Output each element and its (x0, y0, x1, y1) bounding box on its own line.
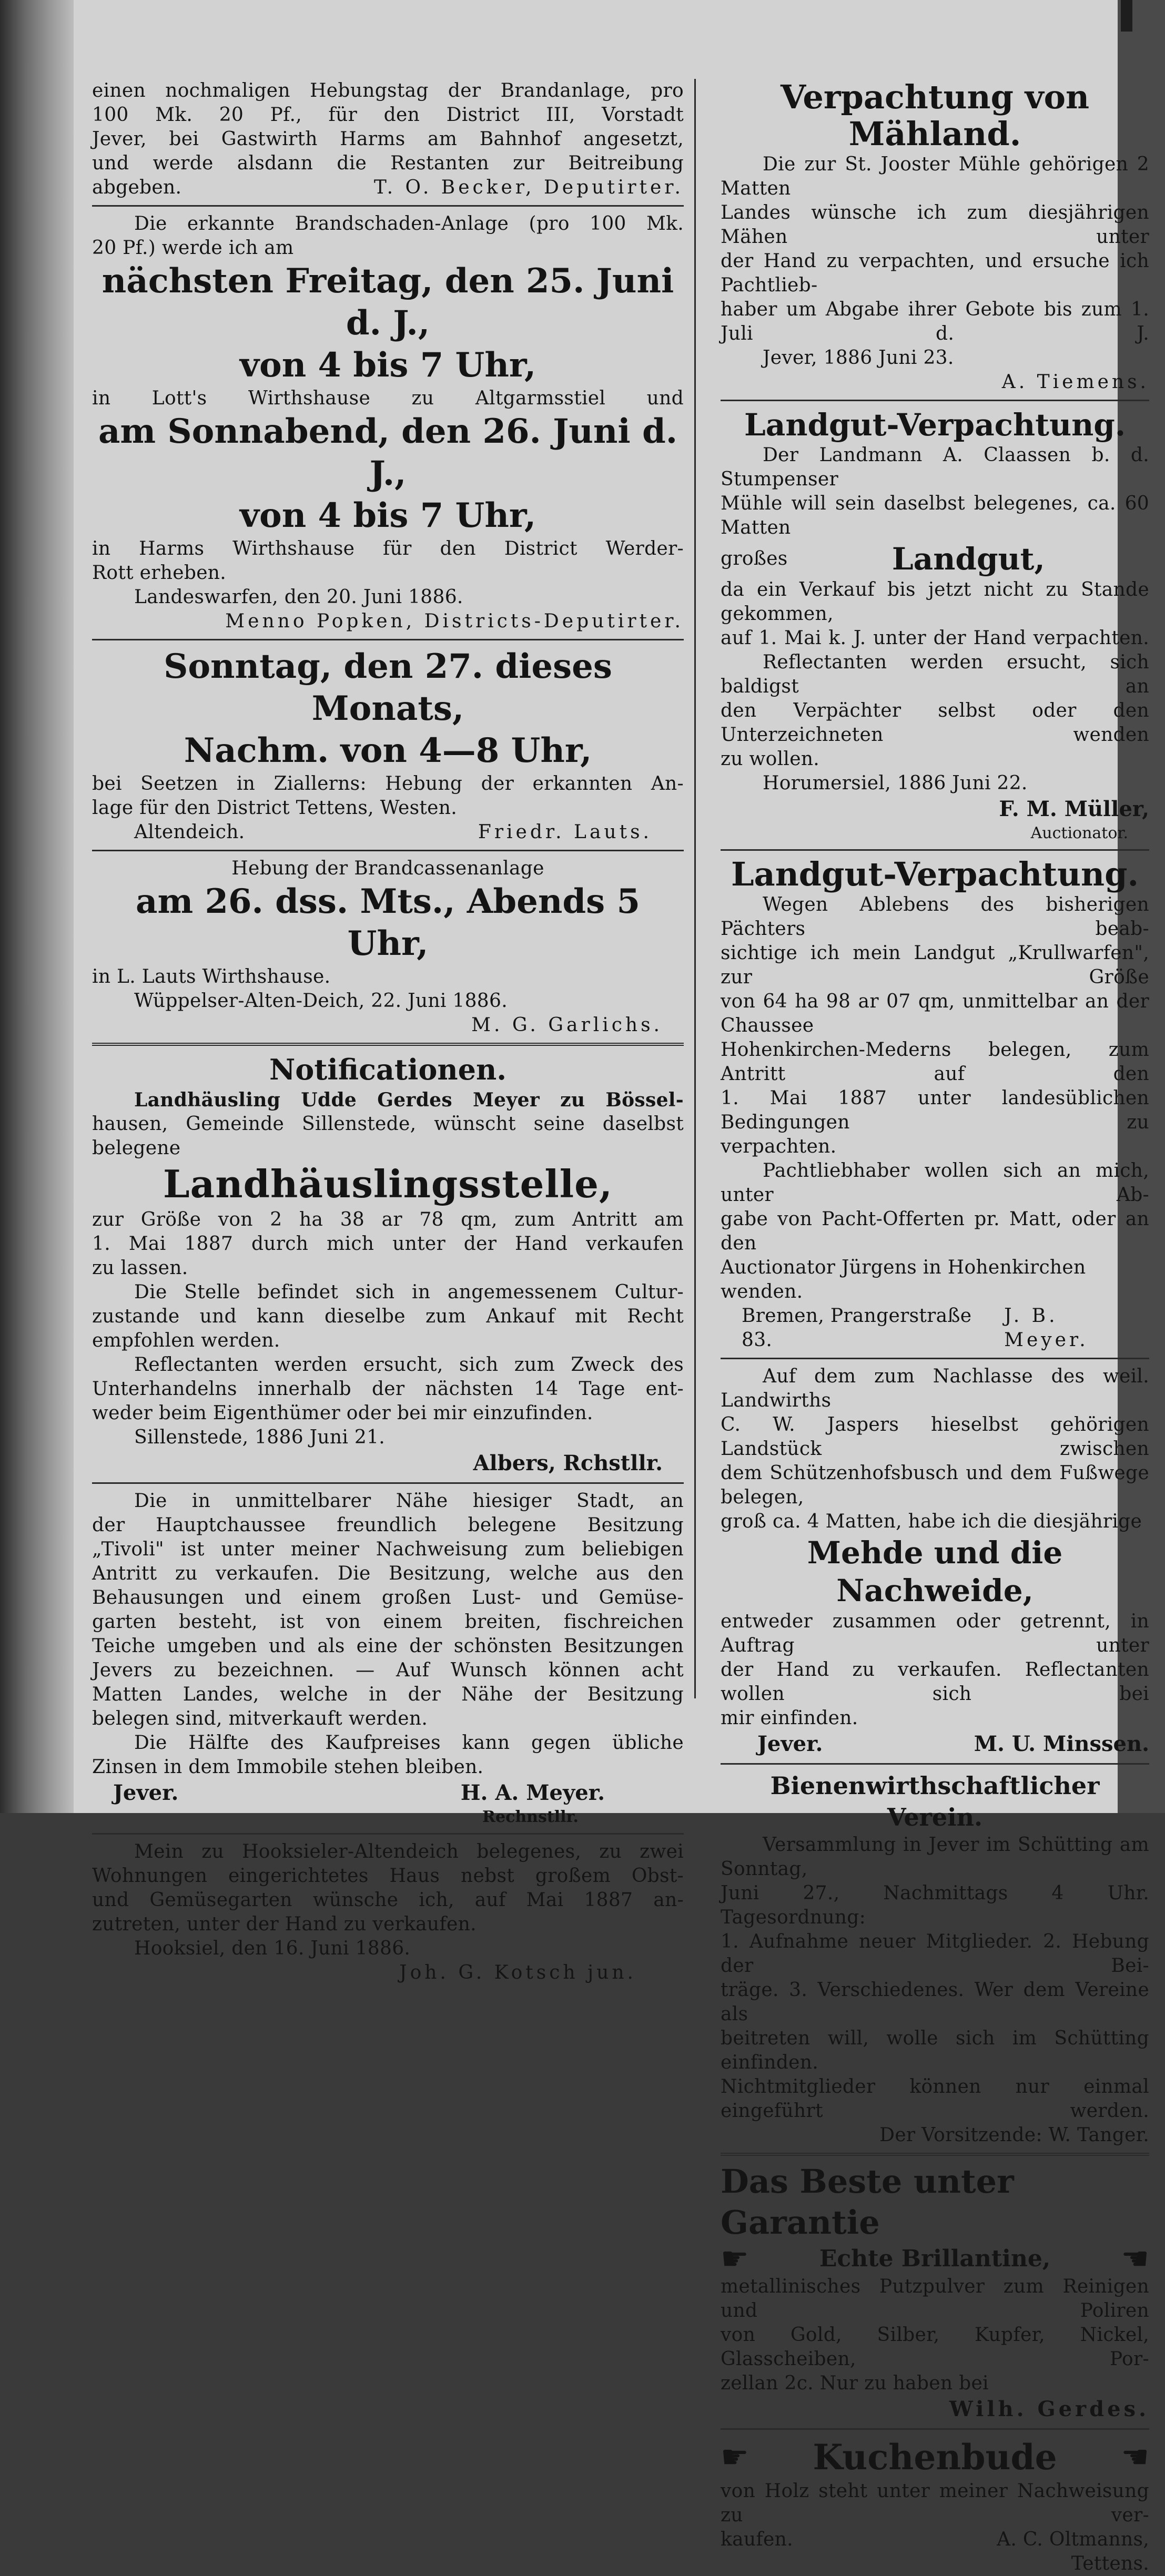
ad-hooksiel-kotsch (92, 1840, 684, 1985)
text-line: der Hauptchaussee freundlich belegene Besitzung (92, 1514, 684, 1536)
text-line: abgeben. (92, 177, 182, 198)
ad-brillantine-gerdes (721, 2161, 1149, 2423)
text-line: 1. Mai 1887 durch mich unter der Hand verkaufen (92, 1233, 684, 1255)
text-line: Landhäusling Udde Gerdes Meyer zu Bössel- (134, 1089, 684, 1111)
signature: A. Tiemens. (1001, 371, 1149, 393)
headline: Mehde und die Nachweide, (807, 1535, 1063, 1608)
text-line: in Lott's Wirthshause zu Altgarmsstiel und (92, 388, 684, 409)
text-line: und Gemüsegarten wünsche ich, auf Mai 1887 an- (92, 1889, 684, 1911)
text-line: Der Landmann A. Claassen b. d. Stumpenser (721, 444, 1149, 490)
ad-mehde-minssen (721, 1365, 1149, 1758)
ad-brandschaden-popken (92, 212, 684, 634)
dateline: Jever, 1886 Juni 23. (763, 347, 954, 369)
text-line: Pachtliebhaber wollen sich an mich, unter Ab- (721, 1160, 1149, 1206)
signature-title: Rechnstllr. (482, 1808, 579, 1826)
text-line: der Hand zu verpachten, und ersuche ich Pachtlieb- (721, 250, 1149, 296)
text-line: und werde alsdann die Restanten zur Beitreibung (92, 152, 684, 174)
signature: Wilh. Gerdes. (949, 2397, 1149, 2421)
text-line: bei Seetzen in Ziallerns: Hebung der erkannten An- (92, 773, 684, 795)
ad-krullwarfen-meyer (721, 856, 1149, 1352)
text-line: groß ca. 4 Matten, habe ich die diesjährige (721, 1511, 1142, 1532)
text-line: Unterhandelns innerhalb der nächsten 14 Tage ent- (92, 1378, 684, 1400)
divider (721, 1763, 1149, 1765)
ad-sonntag-lauts (92, 646, 684, 844)
pointing-hand-right-icon: ☛ (721, 2439, 749, 2476)
text-line: Mein zu Hooksieler-Altendeich belegenes, zu zwei (134, 1841, 684, 1862)
text-line: in L. Lauts Wirthshause. (92, 966, 331, 987)
text-line: Die erkannte Brandschaden-Anlage (pro 100 Mk. (134, 213, 684, 235)
text-line: garten besteht, ist von einem breiten, fischreichen (92, 1611, 684, 1633)
signature: Joh. G. Kotsch jun. (399, 1962, 636, 1983)
divider (92, 1833, 684, 1835)
headline: von 4 bis 7 Uhr, (239, 496, 536, 535)
text-line: belegen sind, mitverkauft werden. (92, 1708, 428, 1729)
text-line: sichtige ich mein Landgut „Krullwarfen", zur Größe (721, 942, 1149, 988)
text-line: einen nochmaligen Hebungstag der Brandanlage, pro (92, 80, 684, 101)
dateline: Horumersiel, 1886 Juni 22. (763, 772, 1028, 794)
text-line: Juni 27., Nachmittags 4 Uhr. Tagesordnung: (721, 1882, 1149, 1928)
section-heading: Bienenwirthschaftlicher Verein. (770, 1771, 1100, 1831)
headline: Landhäuslingsstelle, (163, 1162, 613, 1206)
section-heading: Landgut-Verpachtung. (731, 855, 1139, 893)
signature: T. O. Becker, Deputirter. (373, 177, 684, 198)
text-line: Die Hälfte des Kaufpreises kann gegen übliche (134, 1732, 684, 1754)
text-line: Antritt zu verkaufen. Die Besitzung, welche aus den (92, 1563, 684, 1584)
book-spine-edge (0, 0, 74, 1813)
text-line: beitreten will, wolle sich im Schütting einfinden. (721, 2028, 1149, 2073)
dateline: Bremen, Prangerstraße 83. (742, 1305, 972, 1351)
place: Jever. (757, 1732, 823, 1756)
signature: Der Vorsitzende: W. Tanger. (879, 2124, 1149, 2146)
signature: A. C. Oltmanns, (997, 2529, 1149, 2550)
column-divider (694, 79, 696, 1698)
section-heading: Das Beste unter Garantie (721, 2162, 1014, 2242)
text-line: 100 Mk. 20 Pf., für den District III, Vorstadt (92, 104, 684, 126)
text-line: hausen, Gemeinde Sillenstede, wünscht seine daselbst (92, 1113, 684, 1135)
text-line: haber um Abgabe ihrer Gebote bis zum 1. Juli d. J. (721, 299, 1149, 344)
ad-kuchenbude-oltmanns (721, 2435, 1149, 2576)
ad-brandanlage-becker (92, 79, 684, 200)
text-line: von Gold, Silber, Kupfer, Nickel, Glasscheiben, Por- (721, 2324, 1149, 2370)
divider (92, 639, 684, 640)
signature: M. U. Minssen. (974, 1732, 1149, 1756)
dateline: Wüppelser-Alten-Deich, 22. Juni 1886. (134, 990, 508, 1012)
section-heading: Kuchenbude (813, 2437, 1057, 2478)
text-line: der Hand zu verkaufen. Reflectanten wollen sich bei (721, 1659, 1149, 1705)
signature: M. G. Garlichs. (471, 1014, 663, 1036)
text-line: Jever, bei Gastwirth Harms am Bahnhof angesetzt, (92, 128, 684, 150)
ad-maehland-tiemens (721, 79, 1149, 394)
text-line: Die Stelle befindet sich in angemessenem Cultur- (134, 1281, 684, 1303)
margin-strip (1121, 0, 1132, 32)
text-line: Hohenkirchen-Mederns belegen, zum Antritt auf den (721, 1039, 1149, 1085)
signature: H. A. Meyer. (460, 1780, 605, 1805)
ad-tivoli-meyer (92, 1489, 684, 1828)
ad-brandcasse-garlichs (92, 857, 684, 1037)
text-line: 20 Pf.) werde ich am (92, 237, 294, 259)
section-heading: Notificationen. (269, 1053, 507, 1086)
text-line: dem Schützenhofsbusch und dem Fußwege belegen, (721, 1462, 1149, 1508)
signature: Albers, Rchstllr. (473, 1451, 663, 1475)
text-line: lage für den District Tettens, Westen. (92, 797, 457, 819)
text-line: in Harms Wirthshause für den District Werder- (92, 538, 684, 559)
ad-bienenverein (721, 1770, 1149, 2147)
signature-title: Auctionator. (1030, 824, 1128, 842)
text-line: Reflectanten werden ersucht, sich zum Zweck des (134, 1354, 684, 1376)
text-line: zellan 2c. Nur zu haben bei (721, 2373, 989, 2394)
divider (92, 1482, 684, 1484)
place: Jever. (113, 1780, 179, 1805)
text-line: zur Größe von 2 ha 38 ar 78 qm, zum Antritt am (92, 1209, 684, 1230)
divider (721, 2153, 1149, 2156)
text-line: Mühle will sein daselbst belegenes, ca. 60 Matten (721, 493, 1149, 538)
text-line: Landes wünsche ich zum diesjährigen Mähen unter (721, 202, 1149, 248)
headline: Nachm. von 4—8 Uhr, (184, 731, 592, 770)
divider (721, 400, 1149, 401)
text-line: metallinisches Putzpulver zum Reinigen und Poliren (721, 2276, 1149, 2322)
divider (92, 850, 684, 851)
ad-landgut-mueller (721, 406, 1149, 844)
text-line: Auctionator Jürgens in Hohenkirchen wenden. (721, 1257, 1086, 1302)
text-line: Teiche umgeben und als eine der schönsten Besitzungen (92, 1635, 684, 1657)
text-line: entweder zusammen oder getrennt, in Auftrag unter (721, 1611, 1149, 1656)
headline: Sonntag, den 27. dieses Monats, (164, 647, 612, 728)
text-line: von 64 ha 98 ar 07 qm, unmittelbar an der Chaussee (721, 991, 1149, 1036)
text-line: mir einfinden. (721, 1707, 858, 1729)
text-line: großes (721, 548, 788, 569)
text-line: Jevers zu bezeichnen. — Auf Wunsch können acht (92, 1659, 684, 1681)
text-line: 1. Aufnahme neuer Mitglieder. 2. Hebung der Bei- (721, 1931, 1149, 1977)
subheading: Echte Brillantine, (819, 2245, 1051, 2272)
text-line: belegene (92, 1137, 181, 1159)
text-line: kaufen. (721, 2529, 793, 2550)
text-line: empfohlen werden. (92, 1330, 280, 1351)
text-line: gabe von Pacht-Offerten pr. Matt, oder an den (721, 1208, 1149, 1254)
pointing-hand-left-icon: ☚ (1121, 2439, 1149, 2476)
text-line: Behausungen und einem großen Lust- und Gemüse- (92, 1587, 684, 1608)
text-line: Hebung der Brandcassenanlage (231, 858, 544, 879)
text-line: Versammlung in Jever im Schütting am Sonntag, (721, 1834, 1149, 1880)
headline: am 26. dss. Mts., Abends 5 Uhr, (136, 882, 640, 963)
text-line: Wegen Ablebens des bisherigen Pächters beab- (721, 894, 1149, 940)
text-line: zu lassen. (92, 1257, 188, 1279)
text-line: zutreten, unter der Hand zu verkaufen. (92, 1913, 477, 1935)
text-line: Zinsen in dem Immobile stehen bleiben. (92, 1756, 484, 1778)
text-line: weder beim Eigenthümer oder bei mir einzufinden. (92, 1402, 593, 1424)
dateline: Sillenstede, 1886 Juni 21. (134, 1427, 386, 1448)
section-heading: Landgut-Verpachtung. (744, 407, 1126, 443)
pointing-hand-left-icon: ☚ (1121, 2241, 1149, 2277)
left-column (92, 79, 684, 1985)
text-line: den Verpächter selbst oder den Unterzeichneten wenden (721, 700, 1149, 746)
text-line: 1. Mai 1887 unter landesüblichen Bedingungen zu (721, 1087, 1149, 1133)
signature: F. M. Müller, (999, 797, 1149, 821)
text-line: auf 1. Mai k. J. unter der Hand verpachten. (721, 627, 1149, 649)
headline: am Sonnabend, den 26. Juni d. J., (98, 412, 678, 493)
text-line: Auf dem zum Nachlasse des weil. Landwirths (721, 1366, 1149, 1411)
headline: von 4 bis 7 Uhr, (239, 345, 536, 385)
right-column (721, 79, 1149, 2576)
headline: Landgut, (892, 541, 1045, 577)
section-heading: Verpachtung von Mähland. (780, 78, 1090, 153)
signature: Menno Popken, Districts-Deputirter. (225, 610, 684, 632)
signature: Friedr. Lauts. (478, 821, 652, 843)
text-line: träge. 3. Verschiedenes. Wer dem Vereine als (721, 1979, 1149, 2025)
dateline: Hooksiel, den 16. Juni 1886. (134, 1938, 411, 1959)
divider (92, 205, 684, 207)
text-line: von Holz steht unter meiner Nachweisung zu ver- (721, 2480, 1149, 2526)
ad-notificationen-albers (92, 1051, 684, 1477)
text-line: Reflectanten werden ersucht, sich baldigst an (721, 651, 1149, 697)
place: Tettens. (1071, 2553, 1149, 2574)
dateline: Landeswarfen, den 20. Juni 1886. (134, 586, 463, 608)
text-line: Rott erheben. (92, 562, 227, 584)
text-line: da ein Verkauf bis jetzt nicht zu Stande gekommen, (721, 579, 1149, 625)
text-line: Nichtmitglieder können nur einmal eingeführt werden. (721, 2076, 1149, 2122)
divider (721, 2428, 1149, 2430)
text-line: C. W. Jaspers hieselbst gehörigen Landstück zwischen (721, 1414, 1149, 1460)
pointing-hand-right-icon: ☛ (721, 2241, 749, 2277)
text-line: „Tivoli" ist unter meiner Nachweisung zum beliebigen (92, 1539, 684, 1560)
text-line: verpachten. (721, 1136, 837, 1157)
signature: J. B. Meyer. (1004, 1305, 1089, 1351)
text-line: Die in unmittelbarer Nähe hiesiger Stadt, an (134, 1490, 684, 1512)
text-line: Die zur St. Jooster Mühle gehörigen 2 Matten (721, 154, 1149, 199)
place: Altendeich. (134, 821, 245, 843)
headline: nächsten Freitag, den 25. Juni d. J., (102, 261, 674, 343)
text-line: zu wollen. (721, 748, 820, 770)
divider (721, 1358, 1149, 1359)
divider (92, 1043, 684, 1046)
text-line: zustande und kann dieselbe zum Ankauf mit Recht (92, 1306, 684, 1327)
text-line: Wohnungen eingerichtetes Haus nebst großem Obst- (92, 1865, 684, 1887)
text-line: Matten Landes, welche in der Nähe der Besitzung (92, 1684, 684, 1705)
divider (721, 849, 1149, 851)
